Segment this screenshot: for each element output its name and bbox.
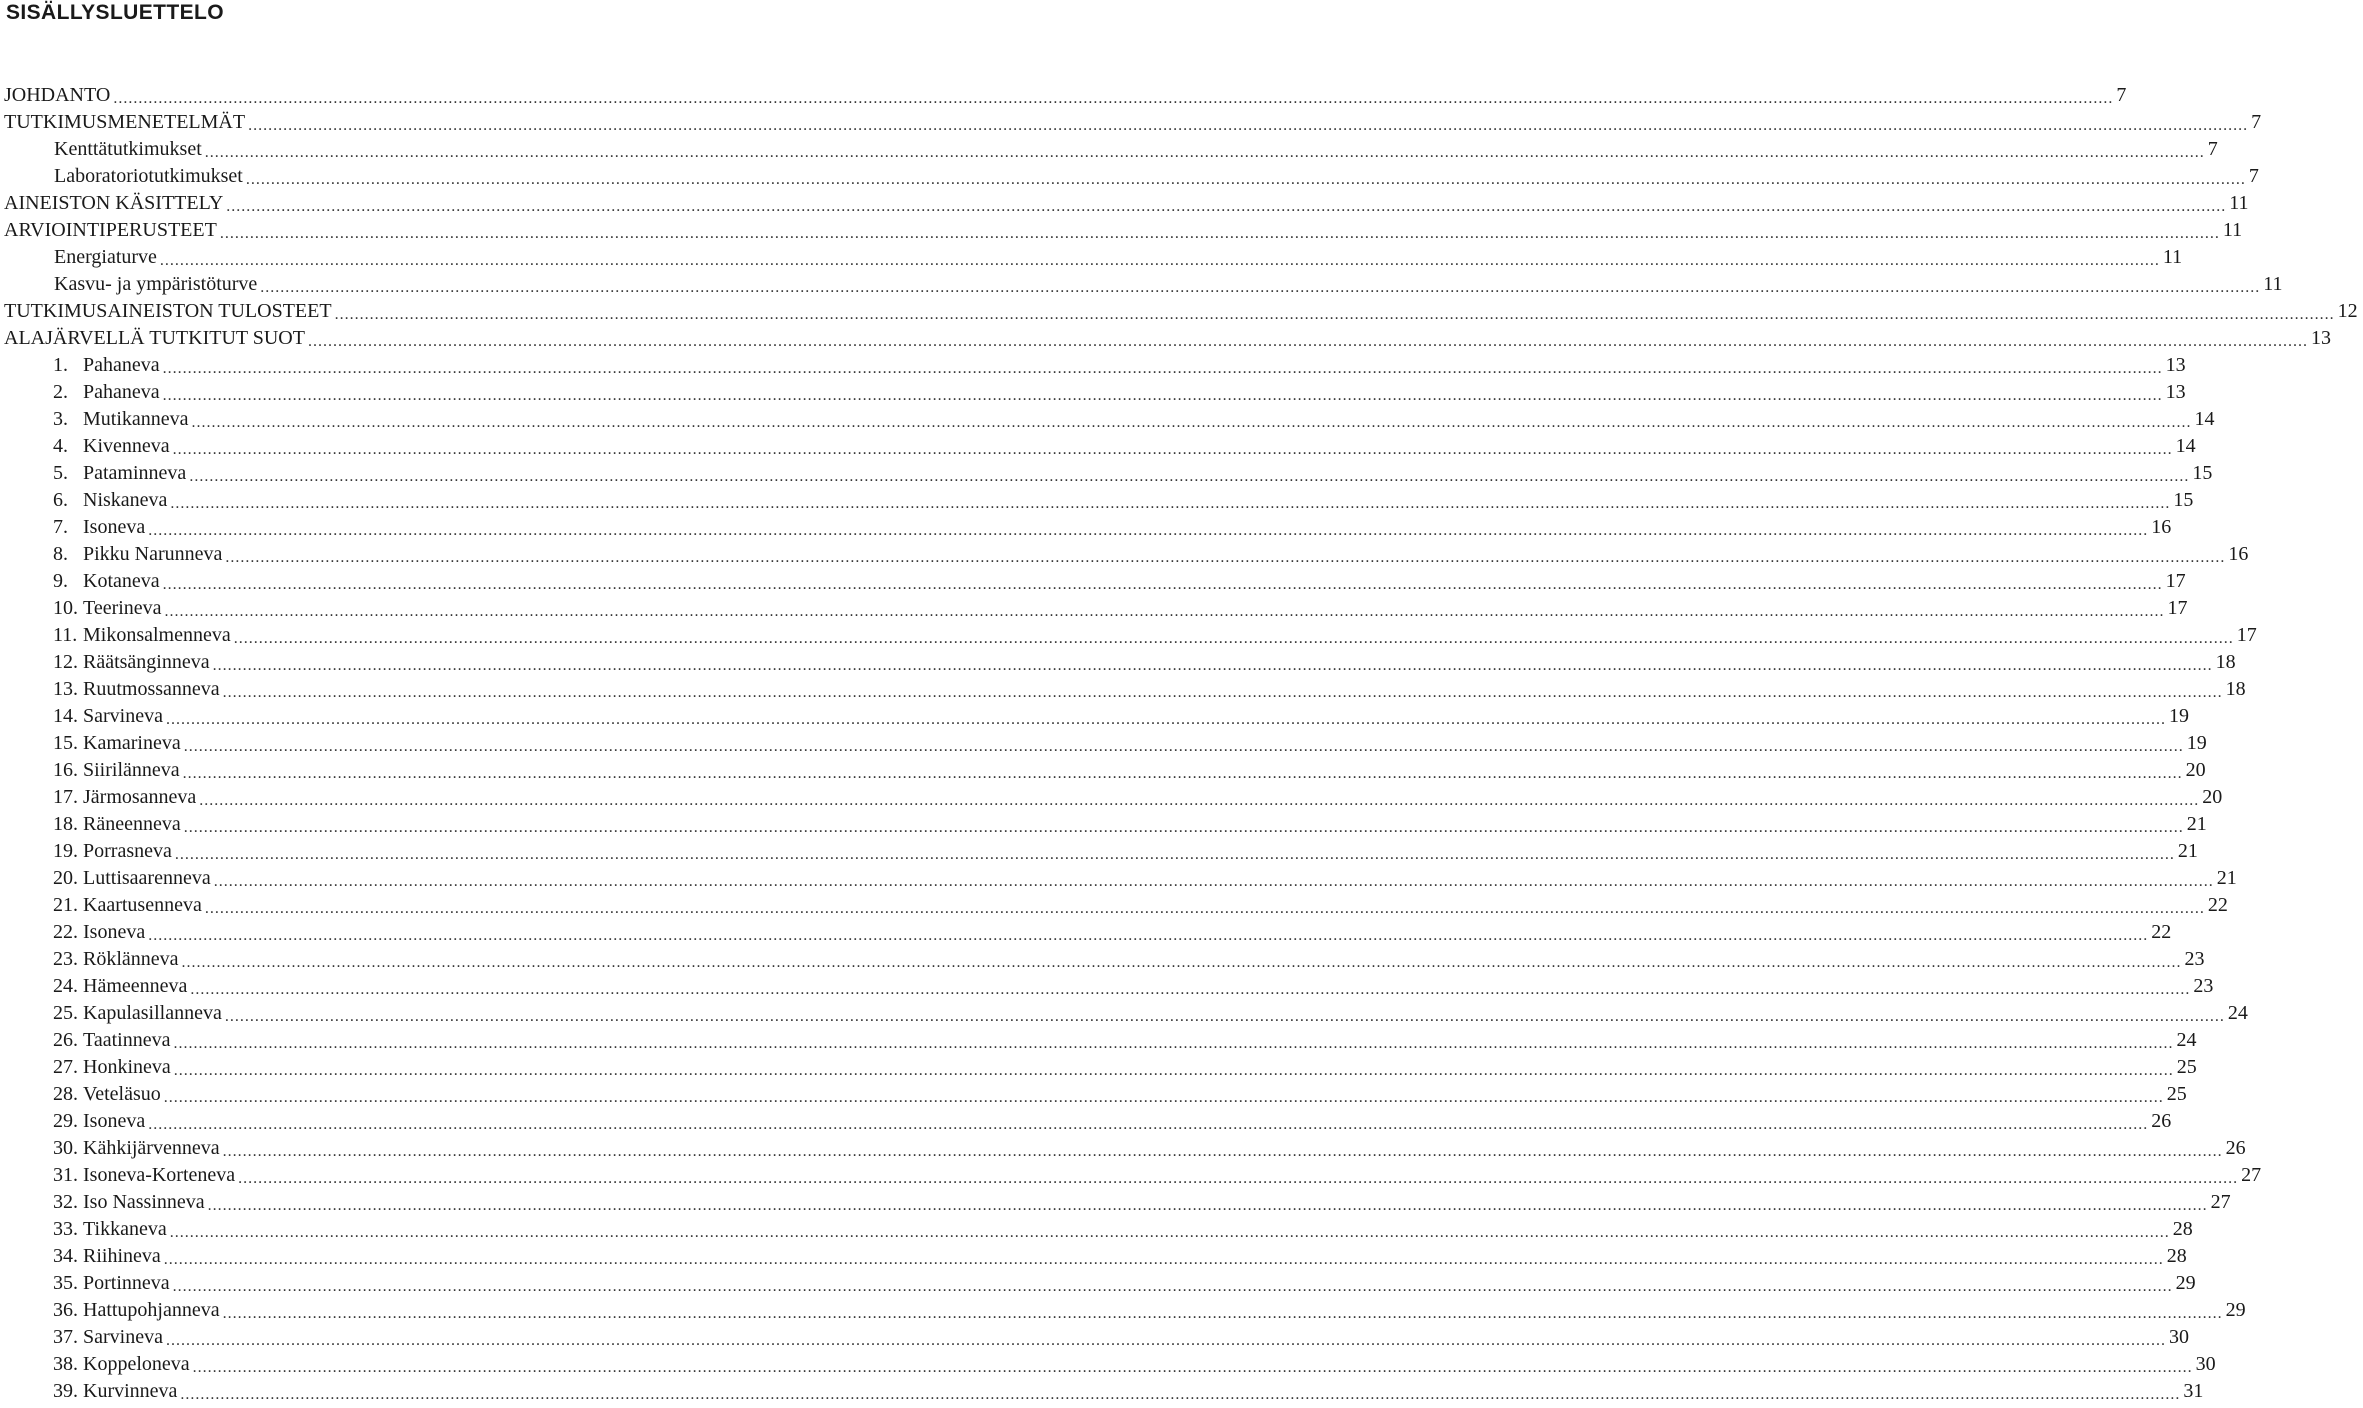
toc-entry-number: 6. — [53, 489, 68, 511]
toc-leader-dots: ................................................................................................................................................................................................................................................................................................................................................................................................................ — [169, 1224, 2170, 1241]
toc-entry-label — [53, 514, 148, 541]
toc-entry-label — [53, 703, 166, 730]
toc-entry[interactable] — [0, 703, 2189, 730]
toc-entry-number: 5. — [53, 462, 68, 484]
toc-entry[interactable] — [0, 892, 2228, 919]
toc-entry-number: 2. — [53, 381, 68, 403]
toc-entry-number: 20. — [53, 867, 78, 889]
toc-entry[interactable] — [0, 514, 2172, 541]
toc-entry-label — [4, 82, 113, 109]
toc-entry[interactable] — [0, 595, 2188, 622]
toc-entry-page: 31 — [2183, 1380, 2204, 1402]
toc-entry-label — [53, 406, 192, 433]
toc-entry[interactable] — [0, 1000, 2248, 1027]
toc-entry-label — [53, 1189, 208, 1216]
toc-entry-page: 16 — [2228, 543, 2249, 565]
toc-entry-title: Honkineva — [83, 1056, 171, 1078]
toc-leader-dots: ................................................................................................................................................................................................................................................................................................................................................................................................................ — [222, 1143, 2223, 1160]
toc-entry-title: Pahaneva — [83, 354, 160, 376]
toc-leader-dots: ................................................................................................................................................................................................................................................................................................................................................................................................................ — [164, 603, 2165, 620]
toc-entry-label — [53, 541, 225, 568]
toc-leader-dots: ................................................................................................................................................................................................................................................................................................................................................................................................................ — [204, 900, 2205, 917]
toc-entry-number: 10. — [53, 597, 78, 619]
page-title: SISÄLLYSLUETTELO — [6, 1, 224, 24]
toc-entry-page: 13 — [2165, 354, 2186, 376]
toc-entry-title: Sarvineva — [83, 1326, 163, 1348]
toc-entry-number: 13. — [53, 678, 78, 700]
toc-entry[interactable] — [0, 676, 2246, 703]
toc-entry-label — [4, 190, 226, 217]
toc-entry-number: 33. — [53, 1218, 78, 1240]
toc-entry-number: 15. — [53, 732, 78, 754]
toc-entry-label — [53, 730, 184, 757]
toc-entry-number: 8. — [53, 543, 68, 565]
toc-leader-dots: ................................................................................................................................................................................................................................................................................................................................................................................................................ — [148, 1116, 2149, 1133]
toc-entry-number: 30. — [53, 1137, 78, 1159]
toc-entry-label — [53, 919, 148, 946]
toc-entry-page: 7 — [2248, 165, 2259, 187]
toc-entry-page: 7 — [2207, 138, 2218, 160]
table-of-contents — [0, 82, 2358, 1405]
toc-entry-label — [53, 811, 184, 838]
toc-entry[interactable] — [0, 325, 2331, 352]
toc-entry-number: 9. — [53, 570, 68, 592]
toc-entry[interactable] — [0, 433, 2196, 460]
toc-entry-label — [53, 892, 205, 919]
toc-entry-page: 24 — [2227, 1002, 2248, 1024]
toc-entry-title: Isoneva — [83, 516, 146, 538]
toc-entry-title: Tikkaneva — [83, 1218, 167, 1240]
toc-entry-label — [54, 136, 205, 163]
toc-entry[interactable] — [0, 1378, 2204, 1405]
toc-leader-dots: ................................................................................................................................................................................................................................................................................................................................................................................................................ — [245, 171, 2246, 188]
toc-entry-title: Kamarineva — [83, 732, 181, 754]
toc-leader-dots: ................................................................................................................................................................................................................................................................................................................................................................................................................ — [162, 387, 2163, 404]
toc-leader-dots: ................................................................................................................................................................................................................................................................................................................................................................................................................ — [113, 90, 2114, 107]
toc-entry[interactable] — [0, 487, 2194, 514]
toc-entry-title: TUTKIMUSMENETELMÄT — [4, 111, 246, 133]
toc-entry-number: 7. — [53, 516, 68, 538]
toc-entry-label — [53, 460, 189, 487]
toc-entry-title: ARVIOINTIPERUSTEET — [4, 219, 217, 241]
toc-entry-number: 22. — [53, 921, 78, 943]
toc-entry-title: Kasvu- ja ympäristöturve — [54, 273, 258, 295]
toc-entry-page: 23 — [2193, 975, 2214, 997]
toc-entry-label — [53, 676, 223, 703]
toc-entry-title: Hämeenneva — [83, 975, 188, 997]
toc-leader-dots: ................................................................................................................................................................................................................................................................................................................................................................................................................ — [165, 711, 2166, 728]
toc-entry-page: 20 — [2185, 759, 2206, 781]
toc-entry-page: 15 — [2192, 462, 2213, 484]
toc-entry-number: 17. — [53, 786, 78, 808]
toc-entry-label — [53, 784, 199, 811]
toc-entry-page: 22 — [2207, 894, 2228, 916]
toc-entry-page: 11 — [2263, 273, 2283, 295]
toc-leader-dots: ................................................................................................................................................................................................................................................................................................................................................................................................................ — [207, 1197, 2208, 1214]
toc-entry-label — [53, 1243, 164, 1270]
toc-leader-dots: ................................................................................................................................................................................................................................................................................................................................................................................................................ — [224, 1008, 2225, 1025]
toc-entry-title: Veteläsuo — [83, 1083, 161, 1105]
toc-leader-dots: ................................................................................................................................................................................................................................................................................................................................................................................................................ — [248, 117, 2249, 134]
toc-entry[interactable] — [0, 1189, 2231, 1216]
toc-entry-page: 16 — [2151, 516, 2172, 538]
toc-entry-page: 11 — [2222, 219, 2243, 241]
toc-entry-page: 29 — [2225, 1299, 2246, 1321]
toc-entry-page: 25 — [2176, 1056, 2197, 1078]
toc-entry-page: 30 — [2168, 1326, 2189, 1348]
toc-leader-dots: ................................................................................................................................................................................................................................................................................................................................................................................................................ — [260, 279, 2261, 296]
toc-entry-page: 25 — [2166, 1083, 2187, 1105]
toc-entry-title: Kurvinneva — [83, 1380, 178, 1402]
toc-entry-page: 11 — [2229, 192, 2249, 214]
toc-entry-number: 27. — [53, 1056, 78, 1078]
toc-entry[interactable] — [0, 1135, 2246, 1162]
toc-entry[interactable] — [0, 1027, 2197, 1054]
toc-entry-label — [53, 352, 163, 379]
toc-leader-dots: ................................................................................................................................................................................................................................................................................................................................................................................................................ — [181, 954, 2182, 971]
toc-entry-number: 36. — [53, 1299, 78, 1321]
toc-entry-page: 17 — [2165, 570, 2186, 592]
toc-entry-page: 21 — [2216, 867, 2237, 889]
toc-entry-title: Hattupohjanneva — [83, 1299, 220, 1321]
toc-entry-number: 38. — [53, 1353, 78, 1375]
toc-entry-page: 30 — [2195, 1353, 2216, 1375]
toc-entry-number: 11. — [53, 624, 78, 646]
toc-entry-page: 29 — [2175, 1272, 2196, 1294]
toc-leader-dots: ................................................................................................................................................................................................................................................................................................................................................................................................................ — [170, 495, 2171, 512]
toc-entry-label — [53, 946, 182, 973]
toc-entry-title: Mutikanneva — [83, 408, 189, 430]
toc-entry-page: 26 — [2225, 1137, 2246, 1159]
toc-entry-page: 14 — [2175, 435, 2196, 457]
toc-entry[interactable] — [0, 217, 2243, 244]
toc-entry-number: 3. — [53, 408, 68, 430]
toc-entry-label — [53, 1324, 166, 1351]
toc-entry-page: 14 — [2194, 408, 2215, 430]
toc-entry-page: 21 — [2177, 840, 2198, 862]
toc-entry-label — [53, 1297, 223, 1324]
toc-entry-number: 32. — [53, 1191, 78, 1213]
toc-entry-page: 19 — [2168, 705, 2189, 727]
toc-entry-label — [53, 865, 214, 892]
toc-leader-dots: ................................................................................................................................................................................................................................................................................................................................................................................................................ — [226, 198, 2227, 215]
toc-entry[interactable] — [0, 1054, 2197, 1081]
toc-entry[interactable] — [0, 919, 2172, 946]
toc-entry[interactable] — [0, 730, 2207, 757]
toc-entry-label — [53, 433, 173, 460]
toc-entry-title: Röklänneva — [83, 948, 179, 970]
toc-leader-dots: ................................................................................................................................................................................................................................................................................................................................................................................................................ — [233, 630, 2234, 647]
toc-leader-dots: ................................................................................................................................................................................................................................................................................................................................................................................................................ — [212, 657, 2213, 674]
toc-entry[interactable] — [0, 541, 2249, 568]
toc-entry-label — [53, 1216, 170, 1243]
toc-entry-title: Räätsänginneva — [83, 651, 210, 673]
toc-entry[interactable] — [0, 406, 2215, 433]
toc-entry-title: Porrasneva — [83, 840, 172, 862]
toc-entry-page: 7 — [2116, 84, 2127, 106]
toc-entry-page: 24 — [2176, 1029, 2197, 1051]
toc-entry[interactable] — [0, 757, 2206, 784]
toc-leader-dots: ................................................................................................................................................................................................................................................................................................................................................................................................................ — [222, 684, 2223, 701]
toc-entry-page: 12 — [2337, 300, 2358, 322]
toc-entry-label — [53, 1081, 164, 1108]
toc-entry-title: Koppeloneva — [83, 1353, 190, 1375]
toc-entry-title: Energiaturve — [54, 246, 157, 268]
toc-entry-number: 4. — [53, 435, 68, 457]
toc-entry-page: 7 — [2251, 111, 2262, 133]
toc-entry[interactable] — [0, 1324, 2189, 1351]
toc-entry-page: 20 — [2202, 786, 2223, 808]
toc-leader-dots: ................................................................................................................................................................................................................................................................................................................................................................................................................ — [148, 522, 2149, 539]
toc-leader-dots: ................................................................................................................................................................................................................................................................................................................................................................................................................ — [191, 414, 2192, 431]
toc-leader-dots: ................................................................................................................................................................................................................................................................................................................................................................................................................ — [190, 981, 2191, 998]
toc-entry-title: Sarvineva — [83, 705, 163, 727]
toc-entry-title: Luttisaarenneva — [83, 867, 211, 889]
toc-entry-label — [54, 271, 260, 298]
toc-entry-page: 27 — [2210, 1191, 2231, 1213]
toc-entry-title: AINEISTON KÄSITTELY — [4, 192, 224, 214]
toc-entry-title: Ruutmossanneva — [83, 678, 220, 700]
toc-entry-title: Mikonsalmenneva — [83, 624, 231, 646]
toc-entry-number: 31. — [53, 1164, 78, 1186]
toc-entry-label — [54, 163, 246, 190]
toc-entry[interactable] — [0, 82, 2127, 109]
toc-entry[interactable] — [0, 568, 2186, 595]
toc-entry-label — [53, 568, 163, 595]
toc-entry-title: Pahaneva — [83, 381, 160, 403]
toc-leader-dots: ................................................................................................................................................................................................................................................................................................................................................................................................................ — [219, 225, 2220, 242]
toc-entry-page: 17 — [2236, 624, 2257, 646]
toc-leader-dots: ................................................................................................................................................................................................................................................................................................................................................................................................................ — [162, 360, 2163, 377]
toc-leader-dots: ................................................................................................................................................................................................................................................................................................................................................................................................................ — [159, 252, 2160, 269]
toc-entry-label — [53, 487, 170, 514]
toc-leader-dots: ................................................................................................................................................................................................................................................................................................................................................................................................................ — [180, 1386, 2181, 1403]
toc-leader-dots: ................................................................................................................................................................................................................................................................................................................................................................................................................ — [192, 1359, 2193, 1376]
toc-entry[interactable] — [0, 379, 2186, 406]
toc-entry-number: 1. — [53, 354, 68, 376]
toc-leader-dots: ................................................................................................................................................................................................................................................................................................................................................................................................................ — [182, 765, 2183, 782]
toc-entry-label — [53, 1054, 174, 1081]
toc-leader-dots: ................................................................................................................................................................................................................................................................................................................................................................................................................ — [238, 1170, 2239, 1187]
toc-entry[interactable] — [0, 1162, 2262, 1189]
toc-entry[interactable] — [0, 838, 2198, 865]
toc-entry[interactable] — [0, 352, 2186, 379]
toc-entry-label — [53, 1270, 173, 1297]
toc-entry[interactable] — [0, 244, 2183, 271]
toc-entry-page: 18 — [2225, 678, 2246, 700]
toc-entry-number: 35. — [53, 1272, 78, 1294]
toc-entry-label — [53, 622, 234, 649]
toc-leader-dots: ................................................................................................................................................................................................................................................................................................................................................................................................................ — [163, 1089, 2164, 1106]
toc-leader-dots: ................................................................................................................................................................................................................................................................................................................................................................................................................ — [148, 927, 2149, 944]
toc-entry-label — [53, 973, 190, 1000]
toc-entry-title: Kähkijärvenneva — [83, 1137, 220, 1159]
toc-entry[interactable] — [0, 784, 2223, 811]
toc-entry-title: Taatinneva — [83, 1029, 171, 1051]
toc-entry-title: TUTKIMUSAINEISTON TULOSTEET — [4, 300, 332, 322]
toc-entry-label — [53, 1351, 193, 1378]
toc-entry-number: 16. — [53, 759, 78, 781]
toc-entry[interactable] — [0, 109, 2262, 136]
toc-entry-page: 15 — [2173, 489, 2194, 511]
toc-entry[interactable] — [0, 1216, 2193, 1243]
toc-entry[interactable] — [0, 271, 2283, 298]
toc-entry[interactable] — [0, 1270, 2196, 1297]
toc-leader-dots: ................................................................................................................................................................................................................................................................................................................................................................................................................ — [189, 468, 2190, 485]
toc-leader-dots: ................................................................................................................................................................................................................................................................................................................................................................................................................ — [174, 846, 2175, 863]
toc-entry-number: 37. — [53, 1326, 78, 1348]
toc-entry-label — [4, 298, 335, 325]
toc-leader-dots: ................................................................................................................................................................................................................................................................................................................................................................................................................ — [162, 576, 2163, 593]
toc-leader-dots: ................................................................................................................................................................................................................................................................................................................................................................................................................ — [183, 738, 2184, 755]
toc-entry-title: Laboratoriotutkimukset — [54, 165, 243, 187]
toc-entry-title: Kaartusenneva — [83, 894, 202, 916]
toc-entry-label — [4, 325, 308, 352]
toc-leader-dots: ................................................................................................................................................................................................................................................................................................................................................................................................................ — [213, 873, 2214, 890]
toc-entry[interactable] — [0, 1351, 2216, 1378]
toc-entry[interactable] — [0, 649, 2236, 676]
toc-entry-page: 28 — [2166, 1245, 2187, 1267]
toc-entry-label — [53, 1162, 238, 1189]
toc-entry-label — [54, 244, 160, 271]
toc-entry-number: 14. — [53, 705, 78, 727]
toc-entry[interactable] — [0, 622, 2257, 649]
toc-entry-number: 12. — [53, 651, 78, 673]
toc-leader-dots: ................................................................................................................................................................................................................................................................................................................................................................................................................ — [204, 144, 2205, 161]
toc-entry[interactable] — [0, 190, 2249, 217]
toc-leader-dots: ................................................................................................................................................................................................................................................................................................................................................................................................................ — [199, 792, 2200, 809]
toc-leader-dots: ................................................................................................................................................................................................................................................................................................................................................................................................................ — [222, 1305, 2223, 1322]
toc-entry-label — [53, 1135, 223, 1162]
toc-entry-label — [53, 757, 183, 784]
toc-entry-page: 13 — [2310, 327, 2331, 349]
toc-entry-page: 23 — [2184, 948, 2205, 970]
toc-leader-dots: ................................................................................................................................................................................................................................................................................................................................................................................................................ — [183, 819, 2184, 836]
toc-entry-page: 13 — [2165, 381, 2186, 403]
toc-entry-title: Kapulasillanneva — [83, 1002, 222, 1024]
toc-entry-number: 26. — [53, 1029, 78, 1051]
toc-entry-number: 21. — [53, 894, 78, 916]
toc-entry-label — [53, 379, 163, 406]
toc-leader-dots: ................................................................................................................................................................................................................................................................................................................................................................................................................ — [225, 549, 2226, 566]
toc-entry[interactable] — [0, 163, 2259, 190]
toc-entry-label — [4, 217, 220, 244]
toc-leader-dots: ................................................................................................................................................................................................................................................................................................................................................................................................................ — [165, 1332, 2166, 1349]
toc-leader-dots: ................................................................................................................................................................................................................................................................................................................................................................................................................ — [173, 1035, 2174, 1052]
toc-entry-title: Kivenneva — [83, 435, 170, 457]
toc-entry[interactable] — [0, 865, 2237, 892]
toc-entry-number: 34. — [53, 1245, 78, 1267]
toc-leader-dots: ................................................................................................................................................................................................................................................................................................................................................................................................................ — [172, 1278, 2173, 1295]
toc-entry[interactable] — [0, 973, 2214, 1000]
toc-entry[interactable] — [0, 946, 2205, 973]
toc-entry-title: Pikku Narunneva — [83, 543, 223, 565]
toc-entry-title: Isoneva-Korteneva — [83, 1164, 236, 1186]
toc-entry-label — [53, 595, 165, 622]
toc-entry-label — [53, 1027, 173, 1054]
toc-entry[interactable] — [0, 1297, 2246, 1324]
toc-entry-page: 19 — [2186, 732, 2207, 754]
toc-entry-label — [53, 1000, 225, 1027]
toc-entry-page: 22 — [2151, 921, 2172, 943]
toc-entry-title: Niskaneva — [83, 489, 168, 511]
toc-entry-title: Isoneva — [83, 921, 146, 943]
toc-entry-page: 27 — [2241, 1164, 2262, 1186]
toc-entry-number: 39. — [53, 1380, 78, 1402]
toc-entry-page: 11 — [2162, 246, 2183, 268]
toc-entry-number: 18. — [53, 813, 78, 835]
toc-entry-label — [53, 1378, 180, 1405]
toc-entry-label — [53, 1108, 148, 1135]
toc-entry[interactable] — [0, 1243, 2187, 1270]
toc-entry-title: Räneenneva — [83, 813, 181, 835]
toc-entry-number: 23. — [53, 948, 78, 970]
toc-entry-label — [53, 838, 175, 865]
toc-leader-dots: ................................................................................................................................................................................................................................................................................................................................................................................................................ — [163, 1251, 2164, 1268]
toc-entry-title: Isoneva — [83, 1110, 146, 1132]
toc-entry-title: Teerineva — [83, 597, 162, 619]
toc-entry-page: 21 — [2186, 813, 2207, 835]
toc-entry-page: 18 — [2215, 651, 2236, 673]
toc-leader-dots: ................................................................................................................................................................................................................................................................................................................................................................................................................ — [307, 333, 2308, 350]
toc-entry-title: Portinneva — [83, 1272, 170, 1294]
toc-entry-label — [4, 109, 248, 136]
toc-entry-title: Järmosanneva — [83, 786, 197, 808]
toc-entry-title: JOHDANTO — [4, 84, 111, 106]
toc-entry-title: Kenttätutkimukset — [54, 138, 202, 160]
toc-entry[interactable] — [0, 1081, 2187, 1108]
toc-entry-title: Riihineva — [83, 1245, 161, 1267]
toc-leader-dots: ................................................................................................................................................................................................................................................................................................................................................................................................................ — [334, 306, 2335, 323]
toc-entry-title: Iso Nassinneva — [83, 1191, 205, 1213]
toc-entry-title: ALAJÄRVELLÄ TUTKITUT SUOT — [4, 327, 305, 349]
toc-entry[interactable] — [0, 136, 2218, 163]
toc-leader-dots: ................................................................................................................................................................................................................................................................................................................................................................................................................ — [173, 1062, 2174, 1079]
toc-entry[interactable] — [0, 298, 2358, 325]
toc-entry-number: 24. — [53, 975, 78, 997]
toc-entry-title: Kotaneva — [83, 570, 160, 592]
toc-entry[interactable] — [0, 1108, 2172, 1135]
toc-entry[interactable] — [0, 811, 2207, 838]
toc-entry-number: 19. — [53, 840, 78, 862]
toc-entry-page: 17 — [2167, 597, 2188, 619]
toc-entry-number: 25. — [53, 1002, 78, 1024]
toc-entry-page: 26 — [2151, 1110, 2172, 1132]
toc-entry-number: 29. — [53, 1110, 78, 1132]
toc-entry-title: Siirilänneva — [83, 759, 180, 781]
toc-entry-page: 28 — [2172, 1218, 2193, 1240]
toc-entry-label — [53, 649, 213, 676]
toc-entry-title: Pataminneva — [83, 462, 187, 484]
toc-leader-dots: ................................................................................................................................................................................................................................................................................................................................................................................................................ — [172, 441, 2173, 458]
toc-entry-number: 28. — [53, 1083, 78, 1105]
toc-entry[interactable] — [0, 460, 2213, 487]
